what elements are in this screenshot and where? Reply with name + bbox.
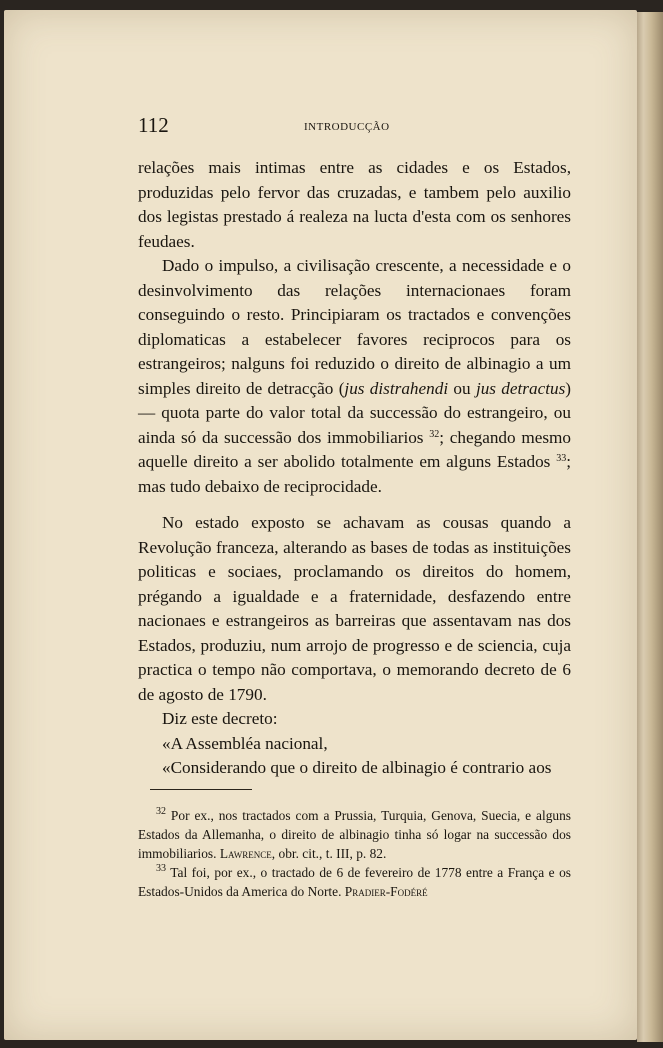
latin-term: jus distrahendi (344, 378, 449, 398)
text-run: ou (448, 378, 476, 398)
footnote-number: 33 (156, 863, 166, 874)
text-run: ; chegando mesmo aquelle direito a ser abolido totalmente em alguns Estados (138, 427, 572, 471)
paragraph-revolution: No estado exposto se achavam as cousas quando a Revolução franceza, alterando as bases de todas as instituições politicas e sociaes, proclamando os direitos do homem, prégando a igualdade e a fraternidade, desfazendo entre nacionaes e estrangeiros as barreiras que assentavam nas dos Estados, produziu, num arrojo de progresso e de sciencia, cuja practica o tempo não comportava, o memorando decreto de 6 de agosto de 1790. (138, 513, 571, 704)
footnote-33 (138, 863, 571, 901)
text-run: ) — quota parte do valor total da successão do estrangeiro, ou ainda só da successão dos immobiliarios (138, 378, 572, 447)
text-run: Dado o impulso, a civilisação crescente, a necessidade e o desinvolvimento das relações internacionaes foram conseguindo o resto. Principiaram os tractados e convenções diplomaticas a estabelecer favores reciprocos para os estrangeiros; nalguns foi reduzido o direito de albinagio a um simples direito de detracção ( (138, 256, 571, 398)
running-title: INTRODUCÇÃO (304, 121, 390, 133)
footnote-text: Tal foi, por ex., o tractado de 6 de fevereiro de 1778 entre a França e os Estados-Unidos da America do Norte. (138, 865, 571, 899)
cited-author: Lawrence (219, 846, 272, 861)
paragraph-decree-intro: Diz este decreto: (162, 709, 278, 728)
footnote-32 (138, 806, 571, 863)
footnote-text: , obr. cit., t. III, p. 82. (271, 846, 387, 861)
text-run: ; mas tudo debaixo de reciprocidade. (138, 452, 571, 496)
paper-page (4, 10, 637, 1040)
decree-quote-line: «A Assembléa nacional, (162, 733, 328, 753)
decree-quote-line: «Considerando que o direito de albinagio é contrario aos (162, 758, 552, 777)
latin-term: jus detractus (475, 378, 566, 398)
footnote-divider (150, 789, 252, 790)
footnote-text: Por ex., nos tractados com a Prussia, Turquia, Genova, Suecia, e alguns Estados da Allemanha, o direito de albinagio tinha só logar na successão dos immobiliarios. (138, 808, 571, 861)
cited-author: Pradier-Fodéré (344, 884, 428, 899)
page-number: 112 (138, 113, 169, 137)
paragraph-treaties (138, 254, 571, 499)
page-stack-edge (637, 12, 663, 1042)
page-content (4, 10, 637, 1040)
footnote-ref-32: 32 (429, 428, 440, 440)
footnote-number: 32 (156, 806, 166, 817)
footnotes (138, 806, 571, 901)
paragraph-continuation: relações mais intimas entre as cidades e os Estados, produzidas pelo fervor das cruzadas, e tambem pelo auxilio dos legistas prestado á realeza na lucta d'esta com os senhores feudaes. (138, 158, 571, 251)
main-text (138, 156, 571, 781)
footnote-ref-33: 33 (556, 453, 567, 464)
